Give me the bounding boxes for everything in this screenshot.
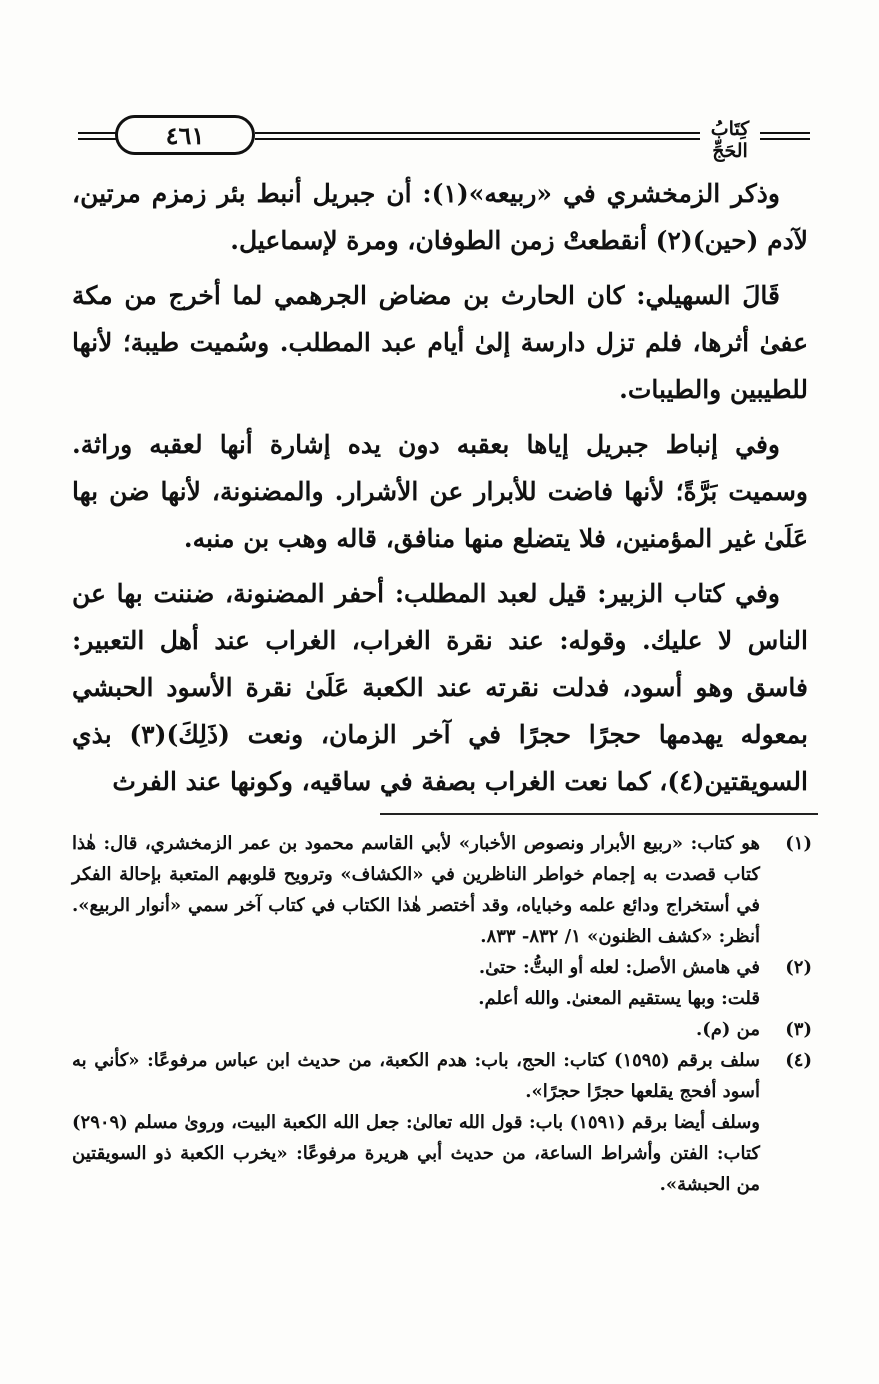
footnote-text xyxy=(72,1014,760,1045)
footnote-number: (٣) xyxy=(785,1019,812,1040)
header-rule xyxy=(760,138,810,140)
footnote xyxy=(72,828,812,952)
footnote xyxy=(72,1045,812,1200)
header-rule xyxy=(255,138,700,140)
footnote-line: في هامش الأصل: لعله أو البتُّ: حتىٰ. xyxy=(478,957,760,978)
footnote-number: (١) xyxy=(785,833,812,854)
header-rule xyxy=(78,132,118,134)
footnote xyxy=(72,952,812,1014)
running-title: كِتَابُ الحَجِّ xyxy=(710,118,750,162)
header-rule xyxy=(78,138,118,140)
footnote-line: هو كتاب: «ربيع الأبرار ونصوص الأخبار» لأبي القاسم محمود بن عمر الزمخشري، قال: هٰذا كتاب قصدت به إجمام خواطر الناظرين في «الكشاف» وترويح قلوبهم المتعبة بإحالة الفكر في أستخراج ودائع علمه وخباياه، وقد أختصر هٰذا الكتاب في كتاب آخر سمي «أنوار الربيع». أنظر: «كشف الظنون» ١/ ٨٣٢- ٨٣٣. xyxy=(72,833,760,947)
footnote xyxy=(72,1014,812,1045)
footnote-text xyxy=(72,952,760,1014)
paragraph: وفي كتاب الزبير: قيل لعبد المطلب: أحفر المضنونة، ضننت بها عن الناس لا عليك. وقوله: عند نقرة الغراب، الغراب عند أهل التعبير: فاسق وهو أسود، فدلت نقرته عند الكعبة عَلَىٰ نقرة الأسود الحبشي بمعوله يهدمها حجرًا حجرًا في آخر الزمان، ونعت (ذَلِكَ)(٣) بذي السويقتين(٤)، كما نعت الغراب بصفة في ساقيه، وكونها عند الفرث xyxy=(72,579,808,796)
footnote-line: سلف برقم (١٥٩٥) كتاب: الحج، باب: هدم الكعبة، من حديث ابن عباس مرفوعًا: «كأني به أسود أفحج يقلعها حجرًا حجرًا». xyxy=(72,1050,761,1102)
footnote-text xyxy=(72,1045,760,1200)
header-rule xyxy=(760,132,810,134)
paragraph: وفي إنباط جبريل إياها بعقبه دون يده إشارة أنها لعقبه وراثة. وسميت بَرَّةً؛ لأنها فاضت للأبرار عن الأشرار. والمضنونة، لأنها ضن بها عَلَىٰ غير المؤمنين، فلا يتضلع منها منافق، قاله وهب بن منبه. xyxy=(72,430,808,553)
page-number: ٤٦١ xyxy=(165,120,205,150)
footnote-number: (٤) xyxy=(785,1050,812,1071)
footnote-separator xyxy=(380,813,818,815)
footnote-number: (٢) xyxy=(785,957,812,978)
paragraph: وذكر الزمخشري في «ربيعه»(١): أن جبريل أنبط بئر زمزم مرتين، لآدم (حين)(٢) أنقطعتْ زمن الطوفان، ومرة لإسماعيل. xyxy=(72,179,808,255)
paragraph: قَالَ السهيلي: كان الحارث بن مضاض الجرهمي لما أخرج من مكة عفىٰ أثرها، فلم تزل دارسة إلىٰ أيام عبد المطلب. وسُميت طيبة؛ لأنها للطيبين والطيبات. xyxy=(72,281,808,404)
page-header xyxy=(70,110,810,160)
page-number-frame xyxy=(115,115,255,155)
header-rule xyxy=(255,132,700,134)
main-text xyxy=(72,170,808,813)
footnote-line: قلت: وبها يستقيم المعنىٰ. والله أعلم. xyxy=(478,988,760,1009)
footnotes xyxy=(72,828,812,1200)
footnote-text xyxy=(72,828,760,952)
footnote-line: من (م). xyxy=(695,1019,760,1040)
footnote-line: وسلف أيضا برقم (١٥٩١) باب: قول الله تعالىٰ: جعل الله الكعبة البيت، وروىٰ مسلم (٢٩٠٩) كتاب: الفتن وأشراط الساعة، من حديث أبي هريرة مرفوعًا: «يخرب الكعبة ذو السويقتين من الحبشة». xyxy=(72,1112,760,1195)
